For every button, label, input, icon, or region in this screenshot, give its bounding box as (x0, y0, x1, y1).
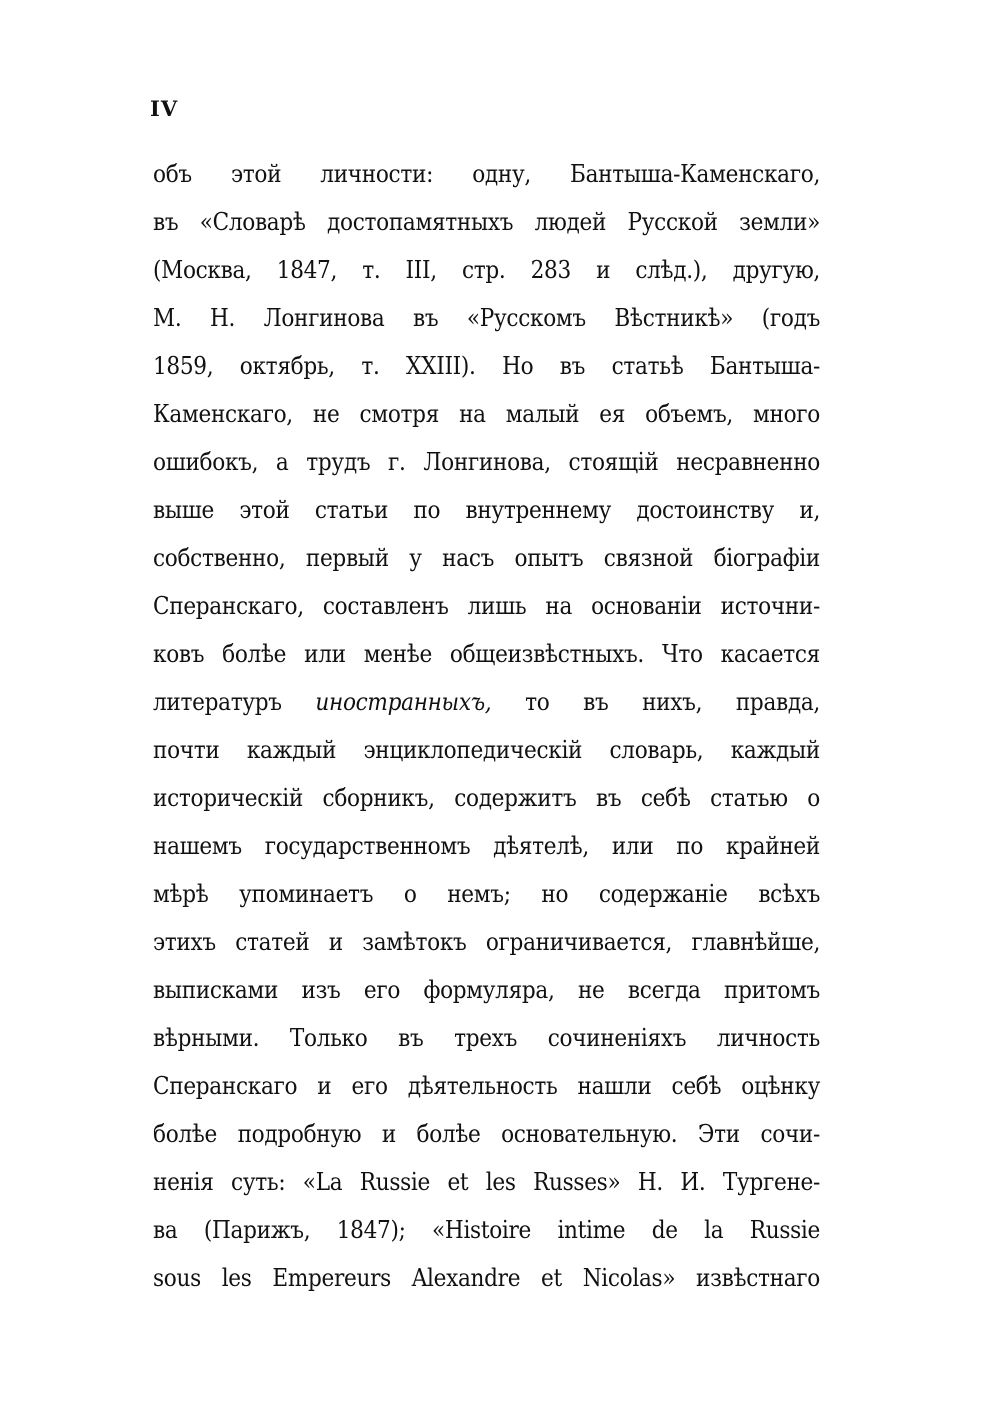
text-line: Сперанскаго и его дѣятельность нашли себѣ оцѣнку (153, 1072, 820, 1100)
text-line: мѣрѣ упоминаетъ о немъ; но содержаніе всѣхъ (153, 880, 820, 908)
text-line: болѣе подробную и болѣе основательную. Эти сочи- (153, 1120, 820, 1148)
italic-word: иностранныхъ, (315, 688, 492, 716)
text-line: ошибокъ, а трудъ г. Лонгинова, стоящій несравненно (153, 448, 820, 476)
text-line: М. Н. Лонгинова въ «Русскомъ Вѣстникѣ» (годъ (153, 304, 820, 332)
text-line: почти каждый энциклопедическій словарь, каждый (153, 736, 820, 764)
text-line: этихъ статей и замѣтокъ ограничивается, главнѣйше, (153, 928, 820, 956)
text-line: ва (Парижъ, 1847); «Histoire intime de la Russie (153, 1216, 820, 1244)
text-line: Каменскаго, не смотря на малый ея объемъ, много (153, 400, 820, 428)
text-line-with-italic (153, 678, 820, 726)
text-line: вѣрными. Только въ трехъ сочиненіяхъ личность (153, 1024, 820, 1052)
text-line: историческій сборникъ, содержитъ въ себѣ статью о (153, 784, 820, 812)
text-line: собственно, первый у насъ опытъ связной біографіи (153, 544, 820, 572)
text-line: выше этой статьи по внутреннему достоинству и, (153, 496, 820, 524)
text-line: (Москва, 1847, т. III, стр. 283 и слѣд.), другую, (153, 256, 820, 284)
text-line: sous les Empereurs Alexandre et Nicolas» извѣстнаго (153, 1264, 820, 1292)
text-line: выписками изъ его формуляра, не всегда притомъ (153, 976, 820, 1004)
text-line: объ этой личности: одну, Бантыша-Каменскаго, (153, 160, 820, 188)
text-line: въ «Словарѣ достопамятныхъ людей Русской земли» (153, 208, 820, 236)
text-segment: то въ нихъ, правда, (525, 688, 820, 716)
body-text (153, 150, 820, 1302)
text-line: ковъ болѣе или менѣе общеизвѣстныхъ. Что касается (153, 640, 820, 668)
text-line: нашемъ государственномъ дѣятелѣ, или по крайней (153, 832, 820, 860)
page-number: IV (150, 96, 179, 121)
text-line: ненія суть: «La Russie et les Russes» Н. И. Тургене- (153, 1168, 820, 1196)
text-segment: литературъ (153, 688, 282, 716)
text-line: Сперанскаго, составленъ лишь на основаніи источни- (153, 592, 820, 620)
text-line: 1859, октябрь, т. XXIII). Но въ статьѣ Бантыша- (153, 352, 820, 380)
